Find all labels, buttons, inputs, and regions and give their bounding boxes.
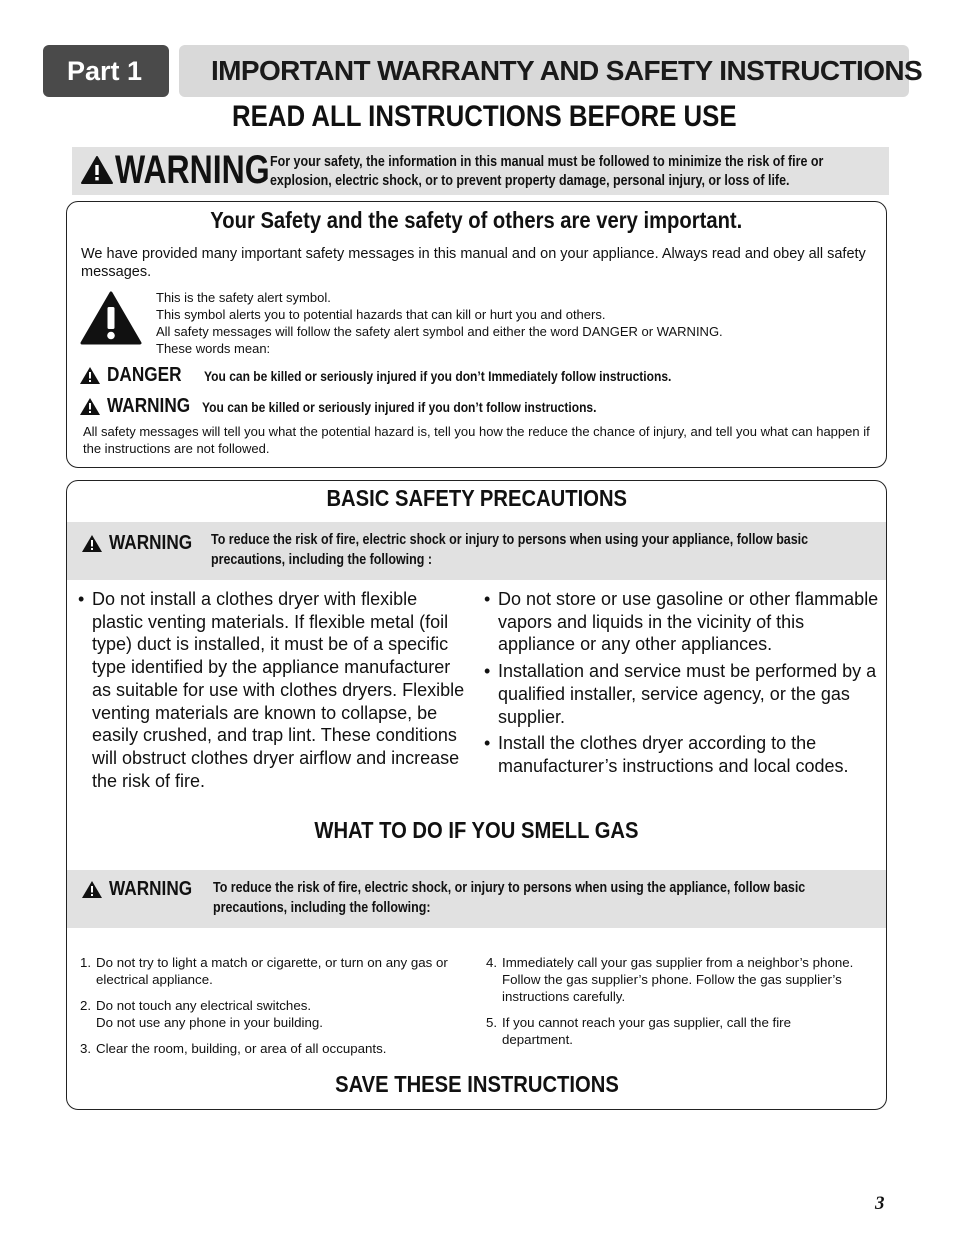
save-instructions-text: SAVE THESE INSTRUCTIONS	[334, 1071, 619, 1097]
item-number: 5.	[486, 1015, 498, 1030]
precautions-warning-message: To reduce the risk of fire, electric shock or injury to persons when using your appliance, follow basic precautions, including the following :	[211, 532, 809, 568]
symbol-line: All safety messages will follow the safety alert symbol and either the word DANGER or WARNING.	[156, 324, 723, 339]
precautions-warning-band	[67, 522, 886, 580]
danger-word: DANGER	[107, 364, 182, 386]
safety-intro: We have provided many important safety messages in this manual and on your appliance. Always read and obey all safety messages.	[81, 246, 866, 280]
gas-steps-left	[80, 954, 460, 1066]
item-text: Do not use any phone in your building.	[96, 1015, 323, 1030]
item-text: Do not touch any electrical switches.	[96, 998, 312, 1013]
part-label: Part 1	[67, 55, 143, 86]
warning-word: WARNING	[109, 532, 193, 554]
danger-message: You can be killed or seriously injured if you don’t Immediately follow instructions.	[204, 368, 672, 384]
section-title: IMPORTANT WARRANTY AND SAFETY INSTRUCTIONS	[211, 55, 923, 86]
precautions-box	[66, 480, 887, 1110]
save-instructions-heading	[67, 1071, 886, 1098]
list-item	[486, 954, 856, 1005]
list-item: • Installation and service must be performed by a qualified installer, service agency, or the gas supplier.	[484, 660, 879, 728]
warning-triangle-icon	[80, 155, 114, 185]
symbol-line: This symbol alerts you to potential hazards that can kill or hurt you and others.	[156, 307, 606, 322]
warning-triangle-icon	[81, 534, 103, 553]
precautions-title	[67, 485, 886, 512]
safety-box-title	[67, 207, 886, 234]
part-tab	[43, 45, 169, 97]
smell-gas-warning-message: To reduce the risk of fire, electric shock, or injury to persons when using the appliance, follow basic precautions, including the following:	[213, 880, 806, 916]
precautions-left-column	[78, 588, 468, 796]
list-item: • Do not install a clothes dryer with flexible plastic venting materials. If flexible metal (foil type) duct is installed, it must be of a specific type identified by the appliance manufacturer as suitable for use with clothes dryers. Flexible venting materials are known to collapse, be easily crushed, and trap lint. These conditions will obstruct clothes dryer airflow and increase the risk of fire.	[78, 588, 468, 792]
gas-steps-right	[486, 954, 856, 1057]
list-item: • Do not store or use gasoline or other flammable vapors and liquids in the vicinity of this appliance or any other appliances.	[484, 588, 879, 656]
list-item	[80, 997, 460, 1031]
smell-gas-title	[67, 817, 886, 844]
item-text: If you cannot reach your gas supplier, call the fire department.	[502, 1015, 791, 1047]
safety-alert-symbol-icon	[79, 290, 143, 346]
list-item	[80, 954, 460, 988]
warning-triangle-icon	[81, 880, 103, 899]
danger-definition	[79, 364, 194, 387]
list-item: • Install the clothes dryer according to the manufacturer’s instructions and local codes.	[484, 732, 879, 777]
item-number: 3.	[80, 1041, 92, 1056]
item-number: 4.	[486, 955, 498, 970]
top-warning-message: For your safety, the information in this manual must be followed to minimize the risk of fire or explosion, electric shock, or to prevent property damage, personal injury, or loss of life.	[270, 154, 824, 189]
read-all-heading: READ ALL INSTRUCTIONS BEFORE USE	[232, 100, 737, 133]
warning-triangle-icon	[79, 397, 101, 416]
warning-word: WARNING	[109, 878, 193, 900]
smell-gas-warning-band	[67, 870, 886, 928]
section-title-bar	[179, 45, 923, 97]
safety-title-text: Your Safety and the safety of others are very important.	[210, 207, 743, 233]
warning-definition	[79, 395, 204, 418]
list-item	[80, 1040, 460, 1057]
warning-word: WARNING	[115, 148, 270, 192]
item-text: Immediately call your gas supplier from a neighbor’s phone. Follow the gas supplier’s phone. Follow the gas supplier’s instructions carefully.	[502, 955, 854, 1004]
item-number: 1.	[80, 955, 92, 970]
warning-word: WARNING	[107, 395, 191, 417]
symbol-line: These words mean:	[156, 341, 271, 356]
top-warning-banner	[72, 147, 889, 195]
warning-message: You can be killed or seriously injured if you don’t follow instructions.	[202, 399, 597, 415]
warning-triangle-icon	[79, 366, 101, 385]
item-text: Do not try to light a match or cigarette, or turn on any gas or electrical appliance.	[96, 955, 448, 987]
safety-symbol-explanation	[156, 289, 723, 357]
item-number: 2.	[80, 998, 92, 1013]
precautions-warning-label	[81, 532, 206, 555]
symbol-line: This is the safety alert symbol.	[156, 290, 331, 305]
smell-gas-warning-label	[81, 878, 206, 901]
safety-box	[66, 201, 887, 468]
precautions-right-column	[484, 588, 879, 782]
smell-gas-title-text: WHAT TO DO IF YOU SMELL GAS	[314, 817, 639, 843]
list-item	[486, 1014, 856, 1048]
page-number: 3	[875, 1193, 885, 1214]
precautions-title-text: BASIC SAFETY PRECAUTIONS	[326, 485, 627, 511]
safety-footer: All safety messages will tell you what the potential hazard is, tell you how the reduce the chance of injury, and tell you what can happen if the instructions are not followed.	[83, 424, 870, 456]
item-text: Clear the room, building, or area of all occupants.	[96, 1041, 387, 1056]
